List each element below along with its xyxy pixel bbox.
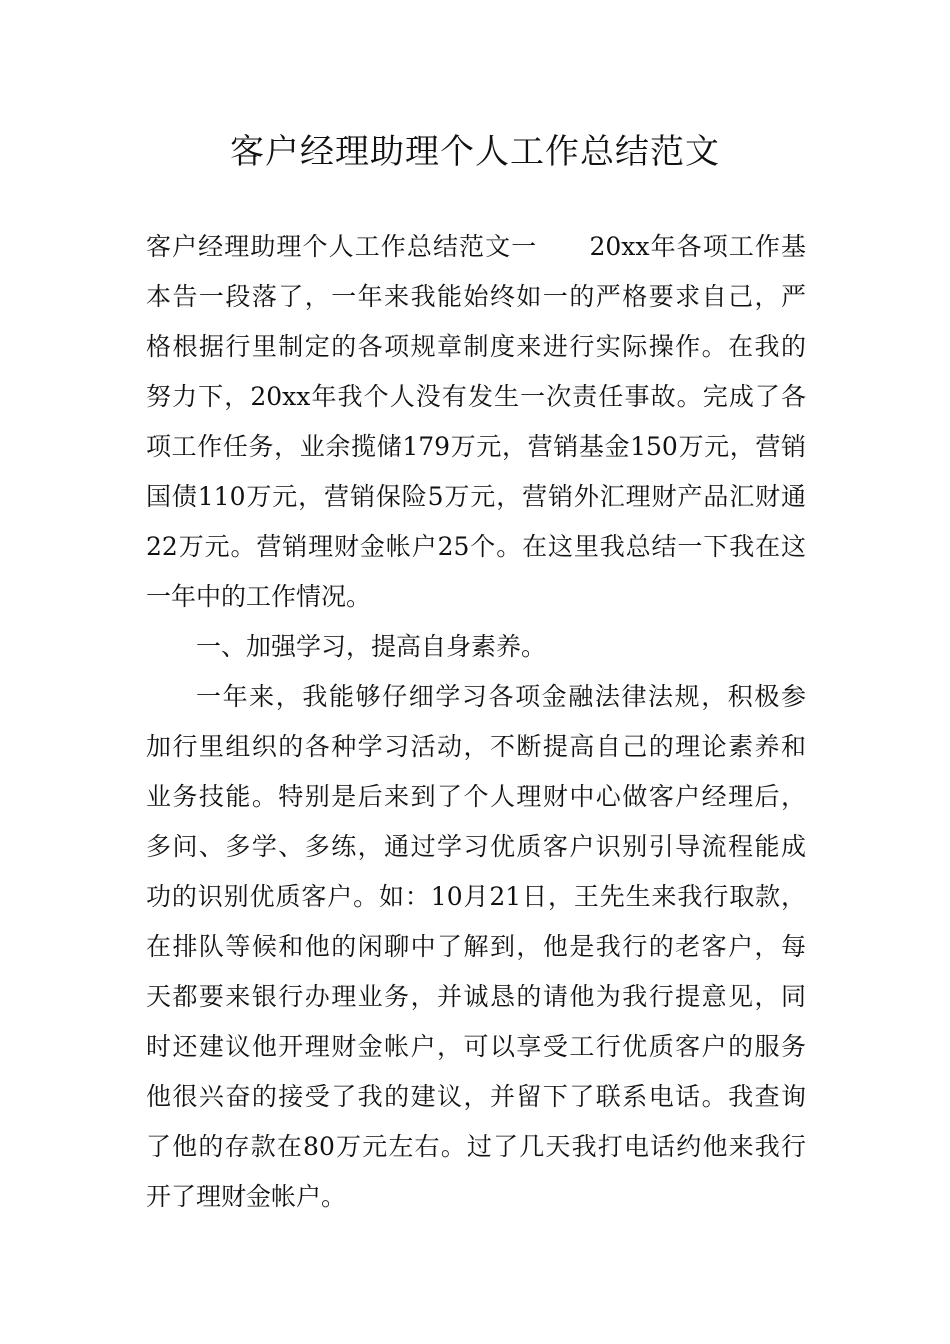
body-line: 项工作任务，业余揽储179万元，营销基金150万元，营销 xyxy=(146,432,806,461)
body-line: 功的识别优质客户。如：10月21日，王先生来我行取款， xyxy=(146,882,806,911)
body-line: 多问、多学、多练，通过学习优质客户识别引导流程能成 xyxy=(146,832,806,861)
body-line: 时还建议他开理财金帐户，可以享受工行优质客户的服务 xyxy=(146,1032,806,1061)
body-line: 业务技能。特别是后来到了个人理财中心做客户经理后， xyxy=(146,782,806,811)
body-line: 一年来，我能够仔细学习各项金融法律法规，积极参 xyxy=(196,682,806,711)
body-line: 开了理财金帐户。 xyxy=(146,1182,347,1211)
document-body xyxy=(146,222,806,1222)
body-line: 22万元。营销理财金帐户25个。在这里我总结一下我在这 xyxy=(146,532,806,561)
body-line: 在排队等候和他的闲聊中了解到，他是我行的老客户，每 xyxy=(146,932,806,961)
document-title: 客户经理助理个人工作总结范文 xyxy=(230,132,720,172)
body-line: 一年中的工作情况。 xyxy=(146,582,372,611)
body-line: 了他的存款在80万元左右。过了几天我打电话约他来我行 xyxy=(146,1132,806,1161)
body-line: 他很兴奋的接受了我的建议，并留下了联系电话。我查询 xyxy=(146,1082,806,1111)
body-line: 加行里组织的各种学习活动，不断提高自己的理论素养和 xyxy=(146,732,806,761)
body-line: 努力下，20xx年我个人没有发生一次责任事故。完成了各 xyxy=(146,382,806,411)
section-heading: 一、加强学习，提高自身素养。 xyxy=(196,632,547,661)
body-line: 国债110万元，营销保险5万元，营销外汇理财产品汇财通 xyxy=(146,482,806,511)
body-line: 格根据行里制定的各项规章制度来进行实际操作。在我的 xyxy=(146,332,806,361)
body-line: 天都要来银行办理业务，并诚恳的请他为我行提意见，同 xyxy=(146,982,806,1011)
body-line: 本告一段落了，一年来我能始终如一的严格要求自己，严 xyxy=(146,282,806,311)
body-line: 客户经理助理个人工作总结范文一 20xx年各项工作基 xyxy=(146,232,806,261)
